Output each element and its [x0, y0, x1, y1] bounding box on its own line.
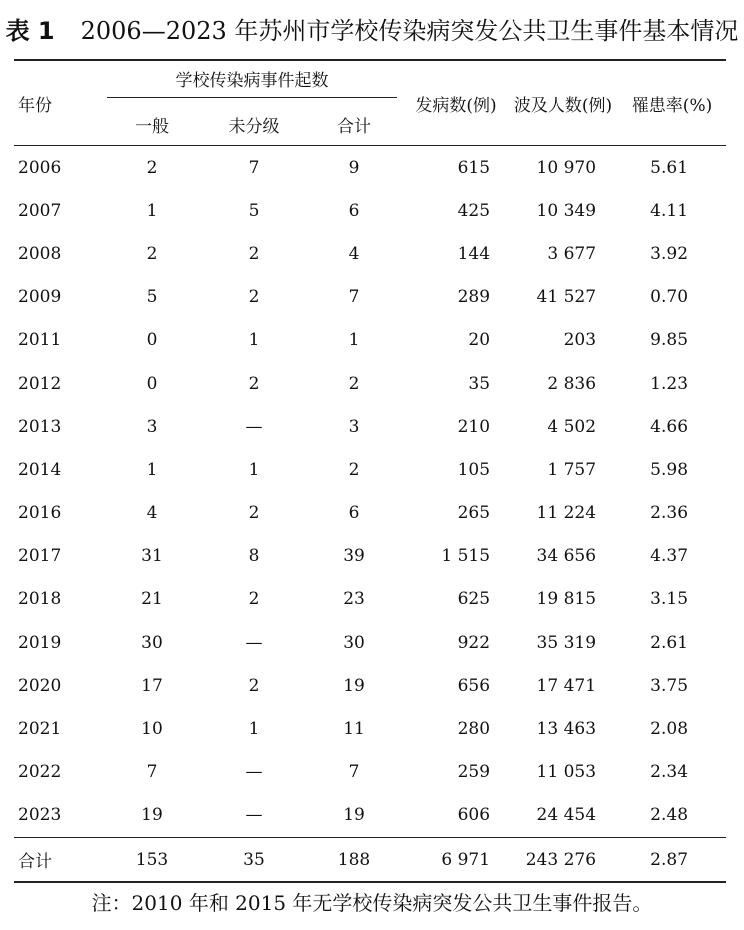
- cell-exposed: 24 454: [536, 805, 597, 826]
- cell-cases: 606: [457, 805, 491, 826]
- cell-general: 5: [146, 287, 158, 308]
- cell-exposed: 10 349: [536, 200, 597, 221]
- cell-unclassified: —: [245, 416, 263, 437]
- cell-year: 2018: [18, 589, 62, 610]
- cell-cases: 656: [457, 675, 491, 696]
- cell-subtotal: 23: [343, 589, 365, 610]
- table-row: [14, 232, 726, 275]
- cell-rate: 4.11: [650, 200, 689, 221]
- cell-general: 4: [146, 503, 158, 524]
- table-row: [14, 405, 726, 448]
- cell-general: 19: [141, 805, 163, 826]
- cell-rate: 1.23: [650, 373, 689, 394]
- cell-rate: 3.15: [650, 589, 689, 610]
- cell-year: 2022: [18, 762, 62, 783]
- cell-general: 21: [141, 589, 163, 610]
- cell-cases: 210: [457, 416, 491, 437]
- cell-year: 2023: [18, 805, 62, 826]
- cell-exposed: 34 656: [536, 546, 597, 567]
- cell-unclassified: 2: [248, 243, 260, 264]
- cell-rate: 9.85: [650, 330, 689, 351]
- cell-unclassified: 2: [248, 675, 260, 696]
- cell-subtotal: 39: [343, 546, 365, 567]
- cell-subtotal: 2: [348, 459, 360, 480]
- cell-year: 合计: [14, 838, 100, 883]
- cell-rate: 5.61: [650, 157, 689, 178]
- cell-unclassified: 2: [248, 589, 260, 610]
- cell-general: 2: [146, 157, 158, 178]
- header-subtotal: 合计: [337, 116, 372, 137]
- table-number: 表 1: [5, 17, 55, 45]
- cell-subtotal: 19: [343, 805, 365, 826]
- header-event-count-label: 学校传染病事件起数: [107, 66, 397, 98]
- table-row: [14, 276, 726, 319]
- cell-exposed: 41 527: [536, 287, 597, 308]
- table-row: [14, 492, 726, 535]
- cell-rate: 3.75: [650, 675, 689, 696]
- cell-year: 2009: [18, 287, 62, 308]
- cell-unclassified: 7: [248, 157, 260, 178]
- cell-year: 2006: [18, 157, 62, 178]
- header-year: 年份: [18, 95, 52, 116]
- header-event-count-group: [100, 60, 404, 103]
- cell-rate: 0.70: [650, 287, 689, 308]
- table-row: [14, 664, 726, 707]
- cell-cases: 6 971: [404, 838, 508, 883]
- header-exposed: 波及人数(例): [513, 95, 613, 116]
- cell-subtotal: 6: [348, 503, 360, 524]
- cell-exposed: 3 677: [547, 243, 597, 264]
- cell-year: 2016: [18, 503, 62, 524]
- table-row: [14, 146, 726, 190]
- cell-subtotal: 3: [348, 416, 360, 437]
- cell-general: 0: [146, 330, 158, 351]
- table-row: [14, 319, 726, 362]
- header-attack-rate: 罹患率(%): [631, 95, 713, 116]
- table-caption: [0, 14, 744, 48]
- cell-subtotal: 7: [348, 762, 360, 783]
- cell-rate: 2.48: [650, 805, 689, 826]
- table-footnote: 注：2010 年和 2015 年无学校传染病突发公共卫生事件报告。: [91, 891, 653, 915]
- cell-unclassified: —: [245, 805, 263, 826]
- cell-year: 2008: [18, 243, 62, 264]
- cell-unclassified: —: [245, 762, 263, 783]
- cell-unclassified: 5: [248, 200, 260, 221]
- cell-year: 2019: [18, 632, 62, 653]
- header-unclassified: 未分级: [228, 116, 280, 137]
- cell-subtotal: 2: [348, 373, 360, 394]
- cell-general: 30: [141, 632, 163, 653]
- cell-exposed: 2 836: [547, 373, 597, 394]
- cell-cases: 259: [457, 762, 491, 783]
- cell-unclassified: 1: [248, 459, 260, 480]
- cell-rate: 2.61: [650, 632, 689, 653]
- cell-subtotal: 9: [348, 157, 360, 178]
- cell-exposed: 11 053: [536, 762, 597, 783]
- cell-subtotal: 1: [348, 330, 360, 351]
- cell-general: 10: [141, 719, 163, 740]
- cell-cases: 615: [457, 157, 491, 178]
- table-header: [14, 60, 726, 146]
- cell-year: 2021: [18, 719, 62, 740]
- cell-general: 1: [146, 200, 158, 221]
- cell-exposed: 35 319: [536, 632, 597, 653]
- cell-general: 3: [146, 416, 158, 437]
- cell-subtotal: 7: [348, 287, 360, 308]
- cell-exposed: 11 224: [536, 503, 597, 524]
- table-row: [14, 621, 726, 664]
- cell-year: 2007: [18, 200, 62, 221]
- cell-unclassified: 1: [248, 719, 260, 740]
- cell-rate: 2.08: [650, 719, 689, 740]
- table-row: [14, 362, 726, 405]
- cell-cases: 144: [457, 243, 491, 264]
- cell-exposed: 19 815: [536, 589, 597, 610]
- table-total-row: [14, 838, 726, 883]
- cell-unclassified: 2: [248, 287, 260, 308]
- table-row: [14, 751, 726, 794]
- table-row: [14, 794, 726, 838]
- cell-exposed: 4 502: [547, 416, 597, 437]
- cell-year: 2011: [18, 330, 62, 351]
- cell-subtotal: 4: [348, 243, 360, 264]
- cell-subtotal: 11: [343, 719, 365, 740]
- cell-subtotal: 30: [343, 632, 365, 653]
- cell-year: 2012: [18, 373, 62, 394]
- cell-exposed: 1 757: [547, 459, 597, 480]
- cell-unclassified: 1: [248, 330, 260, 351]
- cell-cases: 425: [457, 200, 491, 221]
- cell-unclassified: 8: [248, 546, 260, 567]
- cell-year: 2020: [18, 675, 62, 696]
- table-title: 2006—2023 年苏州市学校传染病突发公共卫生事件基本情况: [80, 17, 739, 45]
- cell-cases: 625: [457, 589, 491, 610]
- cell-rate: 2.36: [650, 503, 689, 524]
- cell-general: 1: [146, 459, 158, 480]
- cell-unclassified: 2: [248, 373, 260, 394]
- cell-unclassified: —: [245, 632, 263, 653]
- cell-subtotal: 19: [343, 675, 365, 696]
- table-row: [14, 448, 726, 491]
- header-general: 一般: [135, 116, 169, 137]
- table-row: [14, 578, 726, 621]
- cell-cases: 922: [457, 632, 491, 653]
- cell-rate: 4.66: [650, 416, 689, 437]
- school-outbreak-table: [14, 59, 726, 883]
- cell-exposed: 203: [563, 330, 597, 351]
- cell-exposed: 17 471: [536, 675, 597, 696]
- cell-exposed: 243 276: [508, 838, 618, 883]
- cell-general: 31: [141, 546, 163, 567]
- cell-rate: 2.34: [650, 762, 689, 783]
- cell-general: 0: [146, 373, 158, 394]
- cell-cases: 105: [457, 459, 491, 480]
- cell-cases: 20: [468, 330, 491, 351]
- cell-general: 153: [100, 838, 204, 883]
- cell-cases: 289: [457, 287, 491, 308]
- table-row: [14, 189, 726, 232]
- cell-exposed: 10 970: [536, 157, 597, 178]
- cell-cases: 35: [468, 373, 491, 394]
- table-body: [14, 146, 726, 883]
- cell-rate: 3.92: [650, 243, 689, 264]
- cell-cases: 265: [457, 503, 491, 524]
- header-cases: 发病数(例): [415, 95, 497, 116]
- table-row: [14, 535, 726, 578]
- cell-unclassified: 35: [204, 838, 304, 883]
- cell-rate: 5.98: [650, 459, 689, 480]
- cell-general: 7: [146, 762, 158, 783]
- cell-exposed: 13 463: [536, 719, 597, 740]
- cell-unclassified: 2: [248, 503, 260, 524]
- cell-general: 17: [141, 675, 163, 696]
- cell-general: 2: [146, 243, 158, 264]
- table-row: [14, 707, 726, 750]
- cell-year: 2014: [18, 459, 62, 480]
- cell-year: 2017: [18, 546, 62, 567]
- cell-year: 2013: [18, 416, 62, 437]
- cell-rate: 2.87: [618, 838, 726, 883]
- cell-subtotal: 6: [348, 200, 360, 221]
- cell-cases: 280: [457, 719, 491, 740]
- cell-cases: 1 515: [441, 546, 491, 567]
- cell-subtotal: 188: [304, 838, 404, 883]
- cell-rate: 4.37: [650, 546, 689, 567]
